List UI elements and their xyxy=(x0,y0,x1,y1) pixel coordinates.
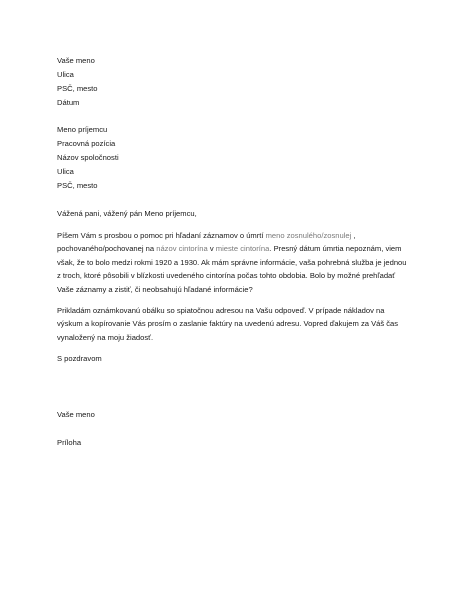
placeholder-cemetery-location: mieste cintorína xyxy=(215,244,270,254)
paragraph-request-text-1: Píšem Vám s prosbou o pomoc pri hľadaní záznamov o úmrtí xyxy=(57,231,266,240)
letter-body xyxy=(57,54,407,458)
letter-date: Dátum xyxy=(57,98,80,107)
placeholder-deceased-name: meno zosnulého/zosnulej xyxy=(265,231,352,240)
paragraph-request-text-3: v xyxy=(207,244,216,254)
paragraph-request-text-2: , pochovaného/pochovanej na xyxy=(57,231,356,254)
placeholder-cemetery-name: názov cintorína xyxy=(156,244,208,254)
closing: S pozdravom xyxy=(57,354,102,364)
sender-street: Ulica xyxy=(57,70,74,79)
recipient-position: Pracovná pozícia xyxy=(57,139,116,148)
recipient-name: Meno príjemcu xyxy=(57,125,108,134)
paragraph-request xyxy=(57,229,407,296)
paragraph-enclosure-note: Prikladám oznámkovanú obálku so spiatočnou adresou na Vašu odpoveď. V prípade nákladov na výskum a kopírovanie Vás prosím o zaslanie faktúry na uvedenú adresu. Vopred ďakujem za Váš čas vynaložený na moju žiadosť. xyxy=(57,306,399,342)
recipient-zip-city: PSČ, mesto xyxy=(57,181,98,190)
enclosure-label: Príloha xyxy=(57,438,82,448)
salutation: Vážená pani, vážený pán Meno príjemcu, xyxy=(57,209,197,218)
recipient-street: Ulica xyxy=(57,167,74,176)
paragraph-request-text-4: . Presný dátum úmrtia nepoznám, viem však, že to bolo medzi rokmi 1920 a 1930. Ak mám správne informácie, vaša pohrebná služba je jednou z troch, ktoré pôsobili v blízkosti uvedeného cintorína počas tohto obdobia. Bolo by možné prehľadať Vaše záznamy a zistiť, či neobsahujú hľadané informácie? xyxy=(57,244,407,294)
sender-zip-city: PSČ, mesto xyxy=(57,84,98,93)
recipient-address-block xyxy=(57,123,407,193)
sender-name: Vaše meno xyxy=(57,56,95,65)
recipient-company: Názov spoločnosti xyxy=(57,153,119,162)
signature-name: Vaše meno xyxy=(57,410,95,420)
sender-address-block xyxy=(57,54,407,110)
